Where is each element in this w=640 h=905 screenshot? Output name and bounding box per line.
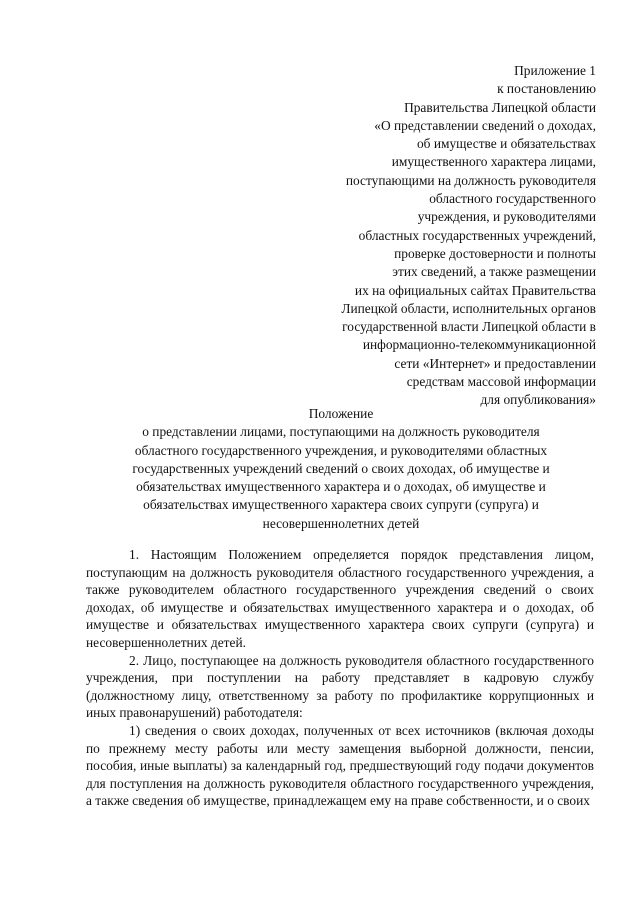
appendix-line: областных государственных учреждений, [358,227,596,243]
appendix-line: информационно-телекоммуникационной [362,337,596,353]
appendix-line: областного государственного [429,191,596,207]
appendix-line: поступающими на должность руководителя [345,172,596,188]
appendix-line: имущественного характера лицами, [391,154,596,170]
appendix-line: этих сведений, а также размещении [392,264,596,280]
regulation-subtitle-line: обязательствах имущественного характера своих супруги (супруга) и [143,497,539,513]
regulation-subtitle-line: государственных учреждений сведений о своих доходах, об имуществе и [132,460,550,476]
regulation-body [86,546,594,810]
appendix-line: «О представлении сведений о доходах, [374,117,596,133]
regulation-subtitle-line: несовершеннолетних детей [262,515,420,531]
regulation-heading [100,405,582,533]
appendix-line: проверке достоверности и полноты [394,245,596,261]
appendix-line: учреждения, и руководителями [417,209,596,225]
appendix-line: Правительства Липецкой области [404,99,596,115]
appendix-line: для опубликования» [480,392,596,408]
appendix-line: к постановлению [497,81,596,97]
paragraph-2-item-1: 1) сведения о своих доходах, полученных от всех источников (включая доходы по прежнему месту работы или месту замещения выборной должности, пенсии, пособия, иные выплаты) за календарный год, предшествующий году подачи документов для поступления на должность руководителя областного государственного учреждения, а также сведения об имуществе, принадлежащем ему на праве собственности, и о своих [86,722,594,809]
appendix-line: их на официальных сайтах Правительства [354,282,596,298]
regulation-title: Положение [308,406,374,421]
appendix-line: Липецкой области, исполнительных органов [341,300,596,316]
regulation-subtitle-line: обязательствах имущественного характера и о доходах, об имуществе и [136,479,546,495]
paragraph-2: 2. Лицо, поступающее на должность руководителя областного государственного учреждения, при поступлении на работу представляет в кадровую службу (должностному лицу, ответственному за работу по профилактике коррупционных и иных правонарушений) работодателя: [86,652,594,721]
appendix-block [236,62,596,410]
appendix-line: сети «Интернет» и предоставлении [394,355,596,371]
paragraph-1: 1. Настоящим Положением определяется порядок представления лицом, поступающим на должность руководителя областного государственного учреждения, а также руководителем областного государственного учреждения сведений о своих доходах, об имуществе и обязательствах имущественного характера и о доходах, об имуществе и обязательствах имущественного характера своих супруги (супруга) и несовершеннолетних детей. [86,547,594,650]
appendix-line: Приложение 1 [514,63,596,78]
appendix-line: государственной власти Липецкой области в [342,319,596,335]
regulation-subtitle-line: областного государственного учреждения, и руководителями областных [134,442,548,458]
appendix-line: об имуществе и обязательствах [416,136,596,152]
appendix-line: средствам массовой информации [406,374,596,390]
regulation-subtitle-line: о представлении лицами, поступающими на должность руководителя [142,424,540,440]
